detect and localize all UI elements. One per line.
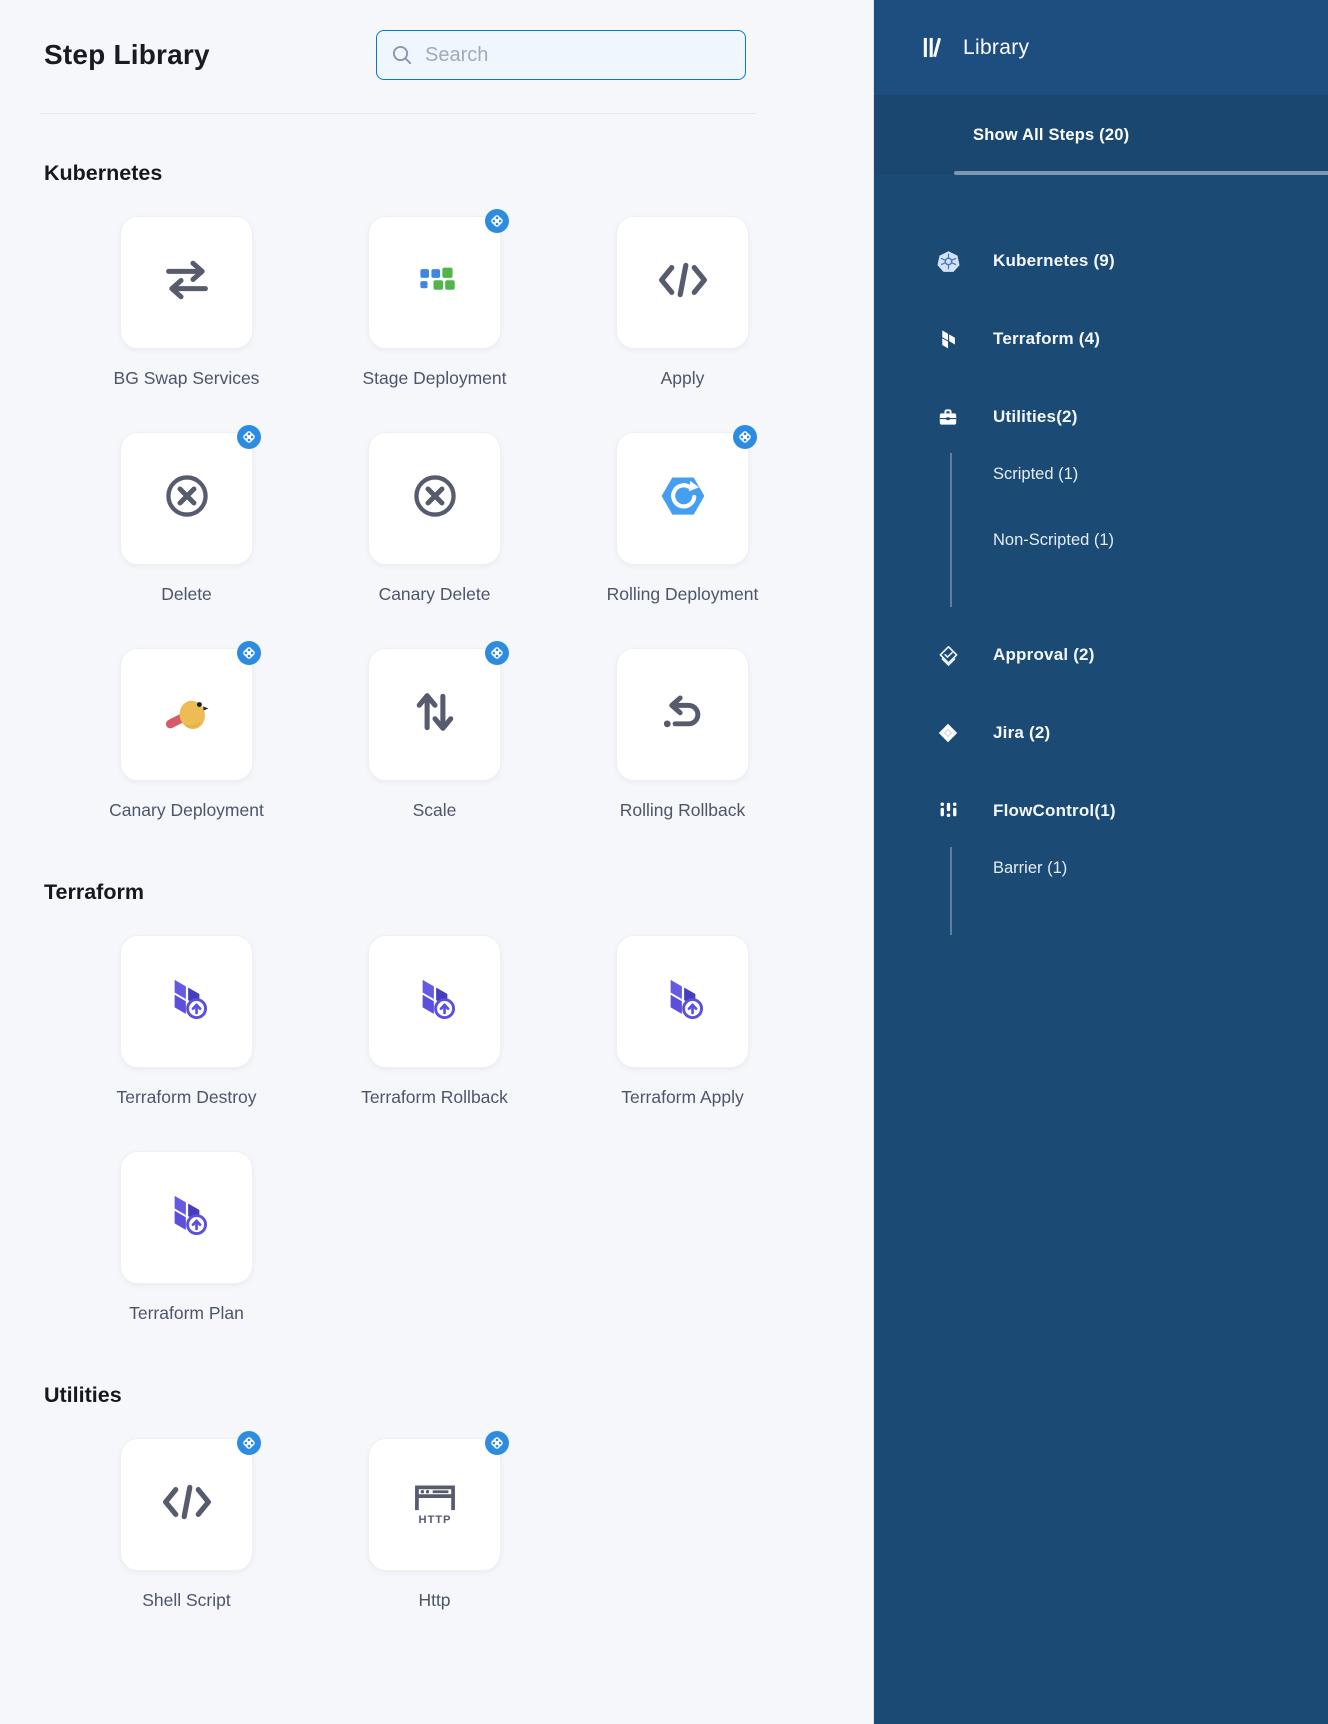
steps-badge-icon (484, 1430, 510, 1456)
step-card-apply[interactable] (616, 216, 749, 349)
section-kubernetes (0, 161, 873, 824)
canary-bird-icon (159, 684, 215, 745)
header-divider (40, 113, 756, 114)
sidebar-item-flowcontrol-1[interactable] (874, 795, 1328, 827)
step-label: Terraform Plan (129, 1303, 244, 1323)
step-label: Rolling Rollback (619, 800, 746, 820)
section-utilities (0, 1383, 873, 1614)
step-card-stage-deployment[interactable] (368, 216, 501, 349)
step-cell (616, 648, 749, 824)
step-card-shell-script[interactable] (120, 1438, 253, 1571)
tree-guide-line (950, 453, 952, 607)
step-label: Delete (161, 584, 212, 604)
circle-cross-icon (408, 469, 462, 528)
step-cell (368, 1438, 501, 1614)
kubernetes-icon (934, 249, 962, 274)
step-cell (120, 1438, 253, 1614)
step-label: Terraform Rollback (361, 1087, 508, 1107)
sidebar-item-label: Jira (2) (993, 723, 1051, 742)
sidebar-subitem-non-scripted-1[interactable]: Non-Scripted (1) (993, 531, 1115, 549)
terraform-icon (160, 1188, 214, 1247)
terraform-icon (408, 972, 462, 1031)
sidebar-item-label: Utilities(2) (993, 407, 1078, 426)
terraform-icon (656, 972, 710, 1031)
steps-badge-icon (236, 424, 262, 450)
show-all-steps-label: Show All Steps (20) (973, 125, 1130, 144)
search-box[interactable] (376, 30, 746, 80)
svg-text:HTTP: HTTP (418, 1514, 451, 1526)
step-label: Canary Delete (378, 584, 491, 604)
steps-badge-icon (484, 208, 510, 234)
sliders-icon (934, 799, 962, 824)
search-icon (391, 44, 413, 66)
step-cell (368, 648, 501, 824)
step-cell (606, 432, 759, 608)
step-card-rolling-deployment[interactable] (616, 432, 749, 565)
section-heading: Terraform (44, 880, 144, 904)
approval-icon (934, 643, 962, 668)
step-card-terraform-rollback[interactable] (368, 935, 501, 1068)
sidebar-title: Library (963, 35, 1030, 59)
code-icon (160, 1479, 214, 1530)
step-sections (0, 161, 873, 1614)
library-icon (920, 34, 947, 61)
step-card-terraform-plan[interactable] (120, 1151, 253, 1284)
step-card-canary-deployment[interactable] (120, 648, 253, 781)
step-card-http[interactable] (368, 1438, 501, 1571)
step-card-delete[interactable] (120, 432, 253, 565)
circle-cross-icon (160, 469, 214, 528)
stage-blocks-icon (409, 254, 461, 311)
step-card-terraform-destroy[interactable] (120, 935, 253, 1068)
section-heading: Utilities (44, 1383, 122, 1407)
library-sidebar (873, 0, 1328, 1724)
swap-arrows-icon (161, 258, 213, 307)
step-cell (120, 1151, 253, 1327)
step-card-rolling-rollback[interactable] (616, 648, 749, 781)
step-cell (116, 935, 257, 1111)
step-cell (616, 216, 749, 392)
category-list (874, 175, 1328, 935)
step-cell (120, 432, 253, 608)
step-cell (113, 216, 260, 392)
step-card-bg-swap-services[interactable] (120, 216, 253, 349)
step-card-terraform-apply[interactable] (616, 935, 749, 1068)
step-label: Canary Deployment (109, 800, 264, 820)
sidebar-item-label: Terraform (4) (993, 329, 1101, 348)
hexagon-refresh-icon (656, 469, 710, 528)
tree-guide-line (950, 847, 952, 935)
library-sidebar-header (874, 0, 1328, 95)
steps-badge-icon (236, 640, 262, 666)
sidebar-item-label: Approval (2) (993, 645, 1095, 664)
rollback-arrow-icon (656, 685, 710, 744)
step-cell (616, 935, 749, 1111)
briefcase-icon (934, 405, 962, 429)
sidebar-subitem-barrier-1[interactable]: Barrier (1) (993, 859, 1068, 877)
sidebar-subitems (950, 433, 1328, 607)
sidebar-item-label: FlowControl(1) (993, 801, 1116, 820)
http-icon (407, 1474, 463, 1535)
steps-badge-icon (484, 640, 510, 666)
step-grid (116, 935, 873, 1327)
step-grid (109, 216, 873, 824)
step-cell (361, 935, 508, 1111)
sidebar-item-jira-2[interactable] (874, 717, 1328, 749)
sidebar-item-kubernetes-9[interactable] (874, 245, 1328, 277)
terraform-logo-icon (934, 328, 962, 351)
sidebar-item-label: Kubernetes (9) (993, 251, 1115, 270)
terraform-icon (160, 972, 214, 1031)
step-cell (109, 648, 264, 824)
show-all-steps-tab[interactable] (874, 95, 1328, 175)
search-input[interactable] (425, 44, 731, 67)
step-label: BG Swap Services (113, 368, 260, 388)
step-label: Shell Script (142, 1590, 231, 1610)
jira-icon (934, 721, 962, 745)
step-grid (120, 1438, 873, 1614)
step-label: Rolling Deployment (606, 584, 759, 604)
step-label: Stage Deployment (362, 368, 507, 388)
step-label: Terraform Destroy (116, 1087, 257, 1107)
step-card-scale[interactable] (368, 648, 501, 781)
step-label: Scale (412, 800, 457, 820)
step-cell (362, 216, 507, 392)
sidebar-item-approval-2[interactable] (874, 639, 1328, 671)
up-down-arrows-icon (408, 685, 462, 744)
section-terraform (0, 880, 873, 1327)
page-title: Step Library (44, 39, 210, 70)
sidebar-subitem-scripted-1[interactable]: Scripted (1) (993, 465, 1079, 483)
step-label: Http (418, 1590, 451, 1610)
step-card-canary-delete[interactable] (368, 432, 501, 565)
sidebar-item-terraform-4[interactable] (874, 323, 1328, 355)
steps-badge-icon (732, 424, 758, 450)
section-heading: Kubernetes (44, 161, 163, 185)
sidebar-item-utilities-2[interactable] (874, 401, 1328, 433)
active-tab-indicator (954, 171, 1328, 175)
step-cell (368, 432, 501, 608)
step-label: Terraform Apply (621, 1087, 744, 1107)
code-icon (656, 257, 710, 308)
step-label: Apply (660, 368, 705, 388)
steps-badge-icon (236, 1430, 262, 1456)
sidebar-subitems (950, 827, 1328, 935)
step-library-header (0, 0, 873, 80)
